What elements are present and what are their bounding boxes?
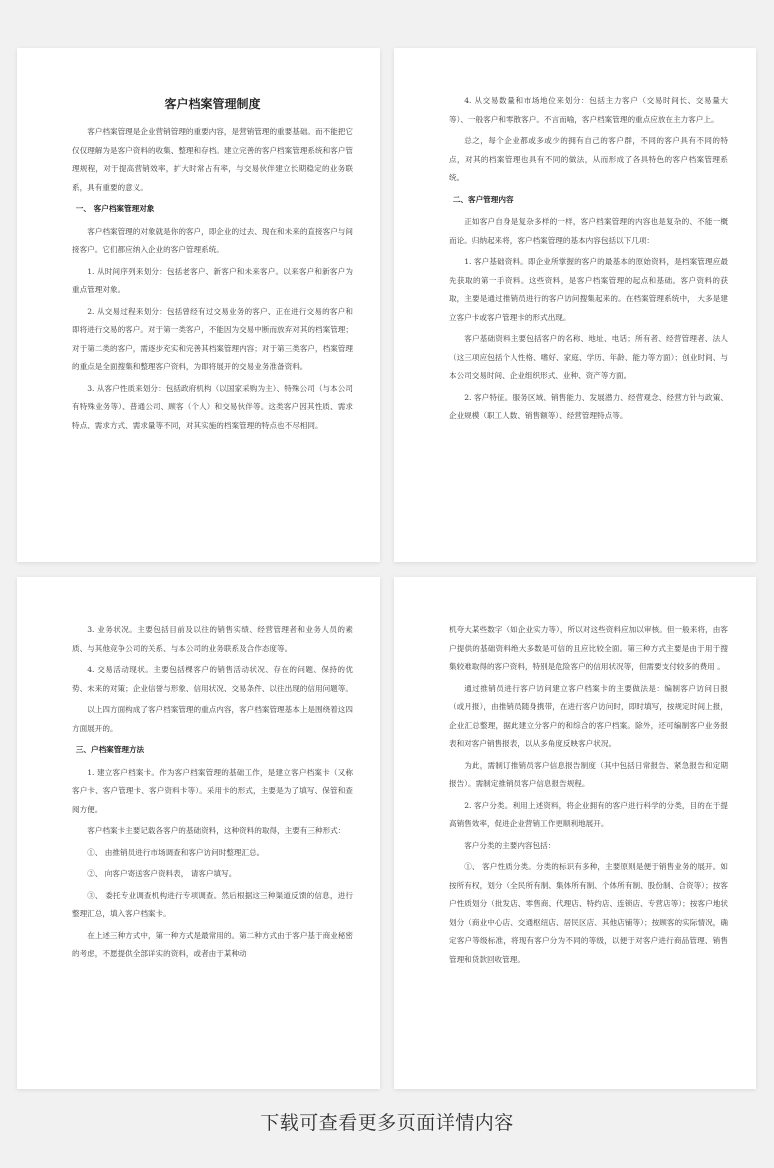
paragraph: 客户档案管理是企业营销管理的重要内容，是营销管理的重要基础。而不能把它仅仅理解为是客户资料的收集、整理和存档。建立完善的客户档案管理系统和客户管理规程，对于提高营销效率，扩大时常占有率，与交易伙伴建立长期稳定的业务联系，具有重要的意义。 <box>72 127 353 192</box>
paragraph: 2. 客户特征。服务区域、销售能力、发展潜力、经营观念、经营方针与政策、企业规模（职工人数、销售额等）、经营管理特点等。 <box>449 392 728 420</box>
document-page-4 <box>394 577 756 1089</box>
paragraph: ①、 客户性质分类。分类的标识有多种，主要原则是便于销售业务的展开。如按所有权，划分（全民所有制、集体所有制、个体所有制、股份制、合资等）；按客户性质划分（批发店、零售商、代理店、特约店、连锁店、专营店等）；按客户地状划分（商业中心店、交通枢纽店、居民区店、其他店铺等）；按顾客的实际情况，确定客户等级标准，将现有客户分为不同的等级，以便于对客户进行商品管理、销售管理和货款回收管理。 <box>449 862 728 964</box>
paragraph: ①、 由推销员进行市场调查和客户访问时整理汇总。 <box>87 847 265 857</box>
paragraph: 2. 客户分类。利用上述资料，将企业拥有的客户进行科学的分类，目的在于提高销售效率，促进企业营销工作更顺利地展开。 <box>449 800 728 828</box>
document-page-1 <box>17 48 380 562</box>
paragraph: 2. 从交易过程来划分：包括曾经有过交易业务的客户、正在进行交易的客户和即将进行交易的客户。对于第一类客户，不能因为交易中断而放弃对其的档案管理；对于第二类的客户，需逐步充实和完善其档案管理内容；对于第三类客户，档案管理的重点是全面搜集和整理客户资料，为即将展开的交易业务准备资料。 <box>72 306 353 371</box>
section-heading: 二、客户管理内容 <box>452 194 514 204</box>
paragraph: 3. 从客户性质来划分：包括政府机构（以国家采购为主）、特殊公司（与本公司有特殊业务等）、普通公司、顾客（个人）和交易伙伴等。这类客户因其性质、需求特点、需求方式、需求量等不同，对其实施的档案管理的特点也不尽相同。 <box>72 383 353 430</box>
paragraph: 客户分类的主要内容包括： <box>464 840 556 850</box>
paragraph: 以上四方面构成了客户档案管理的重点内容，客户档案管理基本上是围绕着这四方面展开的。 <box>72 705 353 733</box>
paragraph: 为此，需制订推销员客户信息报告制度（其中包括日常报告、紧急报告和定期报告）。需制定推销员客户信息报告规程。 <box>449 760 728 788</box>
paragraph: 3. 业务状况。主要包括目前及以往的销售实绩、经营管理者和业务人员的素质、与其他竞争公司的关系、与本公司的业务联系及合作态度等。 <box>72 625 353 653</box>
section-heading: 三、户档案管理方法 <box>75 745 145 754</box>
paragraph: 4. 从交易数量和市场地位来划分：包括主力客户（交易时间长、交易量大等）、一般客户和零散客户。不言而喻，客户档案管理的重点应放在主力客户上。 <box>449 96 728 124</box>
paragraph: 客户档案管理的对象就是你的客户，即企业的过去、现在和未来的直接客户与间接客户。它们都应纳入企业的客户管理系统。 <box>72 226 353 254</box>
section-heading: 一、 客户档案管理对象 <box>75 204 155 213</box>
paragraph: ③、 委托专业调查机构进行专项调查。然后根据这三种渠道反馈的信息，进行整理汇总，填入客户档案卡。 <box>72 890 353 918</box>
download-prompt-text: 下载可查看更多页面详情内容 <box>260 1112 514 1134</box>
paragraph: 正如客户自身是复杂多样的一样，客户档案管理的内容也是复杂的、不能一概而论。归纳起来将，客户档案管理的基本内容包括以下几项： <box>449 217 728 245</box>
document-page-2 <box>394 48 756 562</box>
paragraph: 机夸大某些数字（如企业实力等），所以对这些资料应加以审核。但一般来将，由客户提供的基础资料绝大多数是可信的且应比较全面。第三种方式主要是由于用于搜集较难取得的客户资料，特别是危险客户的信用状况等，但需要支付较多的费用 。 <box>449 625 728 671</box>
paragraph: 总之，每个企业都或多或少的拥有自己的客户群，不同的客户具有不同的特点，对其的档案管理也具有不同的做法，从而形成了各具特色的客户档案管理系统。 <box>449 136 728 182</box>
paragraph: 通过推销员进行客户访问建立客户档案卡的主要做法是：编制客户访问日报（或月报），由推销员随身携带，在进行客户访问时，即时填写，按规定时间上报，企业汇总整理，据此建立分客户的和综合的客户档案。除外，还可编制客户业务报表和对客户销售报表，以从多角度反映客户状况。 <box>449 683 728 748</box>
paragraph: 1. 建立客户档案卡。作为客户档案管理的基础工作，是建立客户档案卡（又称客户卡、客户管理卡、客户资料卡等）。采用卡的形式，主要是为了填写、保管和查阅方便。 <box>72 767 353 814</box>
paragraph: 在上述三种方式中，第一种方式是最常用的。第二种方式由于客户基于商业秘密的考虑，不愿提供全部详实的资料，或者由于某种动 <box>72 930 353 958</box>
paragraph: 客户档案卡主要记载各客户的基础资料，这种资料的取得，主要有三种形式： <box>87 826 346 835</box>
paragraph: ②、 向客户寄送客户资料表， 请客户填写。 <box>87 869 237 878</box>
paragraph: 客户基础资料主要包括客户的名称、地址、电话；所有者、经营管理者、法人（这三项应包括个人性格、嗜好、家庭、学历、年龄、能力等方面）；创业时间、与本公司交易时间、企业组织形式、业种、资产等方面。 <box>449 334 728 380</box>
paragraph: 1. 从时间序列来划分：包括老客户、新客户和未来客户。以来客户和新客户为重点管理对象。 <box>72 266 353 294</box>
paragraph: 1. 客户基础资料。即企业所掌握的客户的最基本的原始资料，是档案管理应最先获取的第一手资料。这些资料，是客户档案管理的起点和基础。客户资料的获取，主要是通过推销员进行的客户访问搜集起来的。在档案管理系统中， 大多是建立客户卡或客户管理卡的形式出现。 <box>449 257 728 322</box>
document-title: 客户档案管理制度 <box>164 97 261 111</box>
paragraph: 4. 交易活动现状。主要包括棵客户的销售活动状况、存在的问题、保持的优势、未来的对策；企业信誉与形象、信用状况、交易条件、以往出现的信用问题等。 <box>72 665 353 693</box>
document-page-3 <box>17 577 380 1089</box>
